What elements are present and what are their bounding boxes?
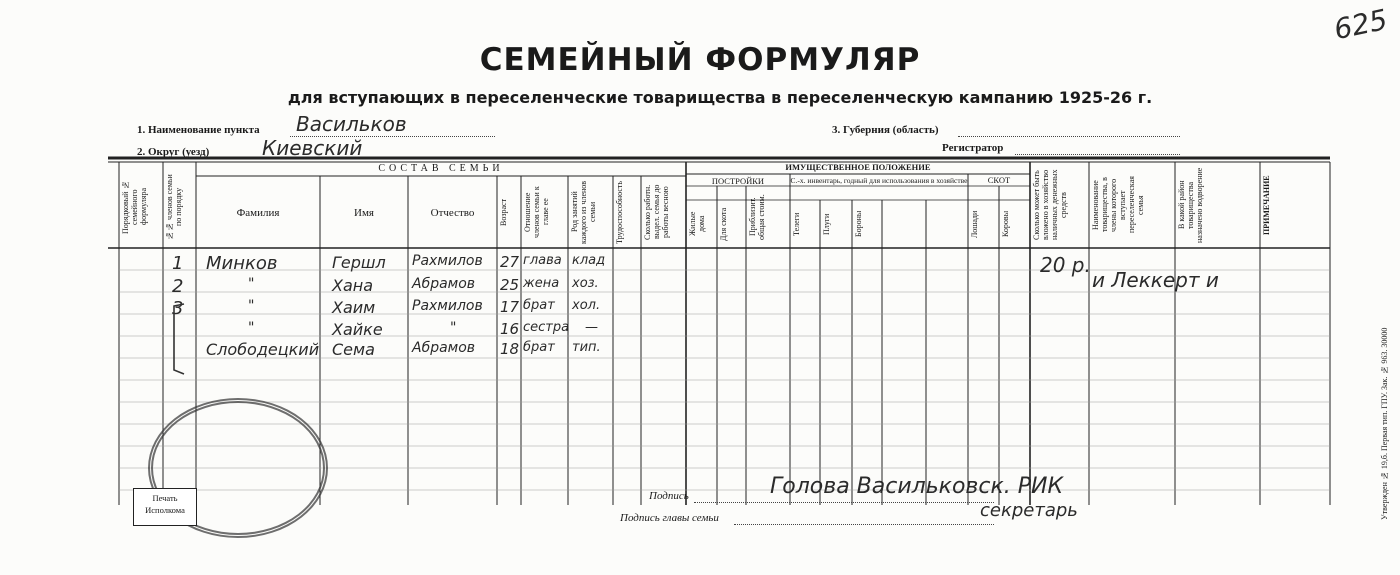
header-trudosposobnost: Трудоспособность — [615, 180, 624, 244]
header-otnoshenie: Отношение членов семьи к главе ее — [523, 186, 550, 238]
header-loshadi: Лошади — [970, 210, 979, 238]
header-naim-tovar: Наименование товарищества, в члены которого вступает переселенческая семья — [1091, 176, 1145, 234]
printer-imprint: Утвержден № 19,б. Первая тип. ГПУ. Зак. № 963. 30000 — [1380, 327, 1389, 520]
row-otnoshenie: брат — [523, 340, 555, 355]
row-rod: тип. — [572, 340, 601, 355]
row-rod: хоз. — [572, 276, 599, 291]
row-imya: Хайке — [332, 320, 383, 339]
row-otnoshenie: глава — [523, 253, 562, 268]
sign-label: Подпись — [649, 490, 689, 502]
row-otchestvo: Абрамов — [412, 276, 476, 292]
row-otnoshenie: сестра — [523, 320, 570, 335]
header-imush: ИМУЩЕСТВЕННОЕ ПОЛОЖЕНИЕ — [785, 162, 931, 172]
header-skolko-sredstv: Сколько может быть вложено в хозяйство наличных денежных средств — [1032, 169, 1068, 241]
row-rod: — — [585, 320, 598, 335]
row-imya: Хана — [332, 276, 374, 295]
header-skot: СКОТ — [987, 175, 1011, 185]
header-dlya-skota: Для скота — [719, 207, 728, 241]
row-vozrast: 25 — [500, 276, 520, 294]
row-otchestvo: Абрамов — [412, 340, 476, 356]
header-vozrast: Возраст — [499, 198, 508, 226]
registrator-label: Регистратор — [942, 142, 1004, 154]
archive-number: 625 — [1331, 2, 1391, 47]
row-vozrast: 27 — [500, 253, 520, 271]
row-familiya: " — [248, 276, 255, 292]
header-rod-zanyatiy: Род занятий каждого из членов семьи — [570, 180, 597, 244]
bracket-mark — [168, 300, 190, 380]
form-title: СЕМЕЙНЫЙ ФОРМУЛЯР — [479, 42, 921, 78]
row-rod: хол. — [572, 298, 601, 313]
header-borony: Бороны — [854, 210, 863, 238]
row-otchestvo: " — [450, 320, 457, 336]
header-postroyki: ПОСТРОЙКИ — [711, 176, 765, 186]
header-telegi: Телеги — [792, 212, 801, 236]
row-familiya: Минков — [206, 253, 278, 274]
header-skolko-rabotn: Сколько работн. выдел. семья до работы весною — [643, 184, 670, 240]
okrug-value: Киевский — [262, 136, 363, 160]
row-num: 2 — [172, 276, 184, 297]
header-korovy: Коровы — [1001, 210, 1010, 238]
row-otnoshenie: жена — [523, 276, 560, 291]
header-otchestvo: Отчество — [430, 207, 475, 219]
row-num: 3 — [172, 298, 184, 319]
sign-text2: секретарь — [980, 500, 1078, 521]
punkt-value: Васильков — [296, 112, 407, 136]
header-zhilye-doma: Жилые дома — [688, 211, 706, 237]
row-num: 1 — [172, 253, 184, 274]
row-familiya: " — [248, 298, 255, 314]
row-imya: Сема — [332, 340, 375, 359]
tovarischestvo-value: и Леккерт и — [1092, 268, 1219, 292]
row-familiya: " — [248, 320, 255, 336]
row-vozrast: 18 — [500, 340, 520, 358]
header-inventar: С.-х. инвентарь, годный для использования в хозяйстве — [790, 176, 968, 185]
sign-head-line — [734, 524, 994, 525]
header-imya: Имя — [354, 207, 374, 219]
header-rayon: В какой район товарищества назначено водворение — [1177, 167, 1204, 243]
row-otchestvo: Рахмилов — [412, 298, 483, 314]
sredstva-value: 20 р. — [1040, 253, 1091, 277]
row-imya: Гершл — [332, 253, 386, 272]
header-primechanie: ПРИМЕЧАНИЕ — [1262, 175, 1271, 235]
stamp-label: Печать Исполкома — [133, 488, 197, 526]
row-otnoshenie: брат — [523, 298, 555, 313]
header-col1: Порядковый № семейного формуляра — [121, 180, 148, 234]
sign-text: Голова Васильковск. РИК — [770, 474, 1064, 499]
form-subtitle: для вступающих в переселенческие товарищества в переселенческую кампанию 1925-26 г. — [287, 88, 1153, 107]
header-plugi: Плуги — [822, 213, 831, 235]
row-vozrast: 16 — [500, 320, 520, 338]
punkt-label: 1. Наименование пункта — [137, 124, 260, 136]
header-pribl-stoim: Приблизит. общая стоим. — [748, 194, 766, 240]
row-rod: клад — [572, 253, 606, 268]
row-vozrast: 17 — [500, 298, 520, 316]
row-familiya: Слободецкий — [206, 340, 320, 359]
sign-line — [694, 502, 994, 503]
header-familiya: Фамилия — [236, 207, 280, 219]
sign-head-label: Подпись главы семьи — [620, 512, 719, 524]
row-imya: Хаим — [332, 298, 376, 317]
guberniya-label: 3. Губерния (область) — [832, 124, 939, 136]
header-col2: №№ членов семьи по порядку — [165, 174, 183, 240]
row-otchestvo: Рахмилов — [412, 253, 483, 269]
okrug-label: 2. Округ (уезд) — [137, 146, 210, 158]
header-sostav: СОСТАВ СЕМЬИ — [378, 163, 504, 174]
